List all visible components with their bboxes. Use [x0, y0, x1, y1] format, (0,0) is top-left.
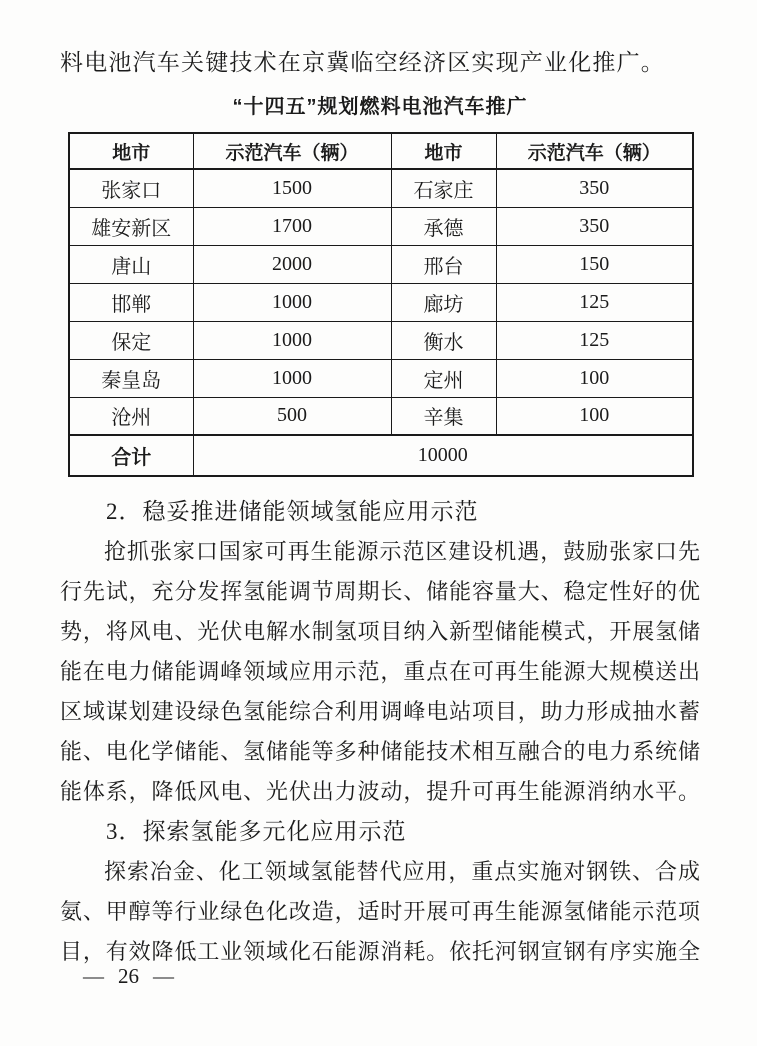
table-cell: 定州	[391, 359, 496, 397]
table-cell: 350	[496, 169, 693, 207]
table-cell: 1700	[193, 207, 391, 245]
total-label-cell: 合计	[69, 435, 193, 476]
page-number-value: 26	[118, 964, 139, 988]
table-row	[69, 207, 693, 245]
header-cell-vehicles-1: 示范汽车（辆）	[193, 133, 391, 169]
table-cell: 100	[496, 359, 693, 397]
table-cell: 500	[193, 397, 391, 435]
table-row	[69, 359, 693, 397]
table-cell: 1000	[193, 359, 391, 397]
paragraph-line: 抢抓张家口国家可再生能源示范区建设机遇，鼓励张家口先	[104, 539, 700, 564]
table-cell: 150	[496, 245, 693, 283]
paragraph-line: 目，有效降低工业领域化石能源消耗。依托河钢宣钢有序实施全	[60, 939, 700, 964]
table-cell: 衡水	[391, 321, 496, 359]
table-cell: 125	[496, 283, 693, 321]
paragraph-line: 能在电力储能调峰领域应用示范，重点在可再生能源大规模送出	[60, 659, 700, 684]
table-cell: 秦皇岛	[69, 359, 193, 397]
paragraph-line: 能、电化学储能、氢储能等多种储能技术相互融合的电力系统储	[60, 739, 700, 764]
table-cell: 雄安新区	[69, 207, 193, 245]
table-cell: 1000	[193, 321, 391, 359]
table-cell: 辛集	[391, 397, 496, 435]
table-cell: 1000	[193, 283, 391, 321]
table-cell: 唐山	[69, 245, 193, 283]
table-footer	[69, 435, 693, 476]
page-number-dash-left: —	[83, 964, 104, 988]
table-cell: 廊坊	[391, 283, 496, 321]
table-row	[69, 245, 693, 283]
table-cell: 保定	[69, 321, 193, 359]
table-body	[69, 169, 693, 435]
section-heading-2: 2．稳妥推进储能领域氢能应用示范	[106, 499, 479, 524]
paragraph-line: 能体系，降低风电、光伏出力波动，提升可再生能源消纳水平。	[60, 779, 700, 804]
section-paragraph-2	[60, 532, 700, 812]
table-row	[69, 321, 693, 359]
header-cell-vehicles-2: 示范汽车（辆）	[496, 133, 693, 169]
table-cell: 100	[496, 397, 693, 435]
header-cell-city-2: 地市	[391, 133, 496, 169]
header-cell-city-1: 地市	[69, 133, 193, 169]
fuel-cell-vehicle-table	[68, 132, 694, 477]
paragraph-line: 行先试，充分发挥氢能调节周期长、储能容量大、稳定性好的优	[60, 579, 700, 604]
paragraph-line: 探索冶金、化工领域氢能替代应用，重点实施对钢铁、合成	[104, 859, 700, 884]
table-cell: 1500	[193, 169, 391, 207]
table-cell: 沧州	[69, 397, 193, 435]
table-header	[69, 133, 693, 169]
table-cell: 邢台	[391, 245, 496, 283]
table-cell: 石家庄	[391, 169, 496, 207]
table-cell: 2000	[193, 245, 391, 283]
paragraph-line: 氨、甲醇等行业绿色化改造，适时开展可再生能源氢储能示范项	[60, 899, 700, 924]
table-cell: 350	[496, 207, 693, 245]
table-cell: 125	[496, 321, 693, 359]
total-row	[69, 435, 693, 476]
paragraph-line: 区域谋划建设绿色氢能综合利用调峰电站项目，助力形成抽水蓄	[60, 699, 700, 724]
section-paragraph-3	[60, 852, 700, 972]
table-row	[69, 169, 693, 207]
table-row	[69, 283, 693, 321]
intro-paragraph: 料电池汽车关键技术在京冀临空经济区实现产业化推广。	[60, 50, 665, 75]
page-number	[83, 964, 174, 989]
paragraph-line: 势，将风电、光伏电解水制氢项目纳入新型储能模式，开展氢储	[60, 619, 700, 644]
table-cell: 邯郸	[69, 283, 193, 321]
body-sections	[60, 492, 700, 972]
table-cell: 承德	[391, 207, 496, 245]
table-header-row	[69, 133, 693, 169]
total-value-cell: 10000	[193, 435, 693, 476]
table-title: “十四五”规划燃料电池汽车推广	[232, 96, 528, 118]
table-cell: 张家口	[69, 169, 193, 207]
page-number-dash-right: —	[153, 964, 174, 988]
table-row	[69, 397, 693, 435]
section-heading-3: 3．探索氢能多元化应用示范	[106, 819, 407, 844]
